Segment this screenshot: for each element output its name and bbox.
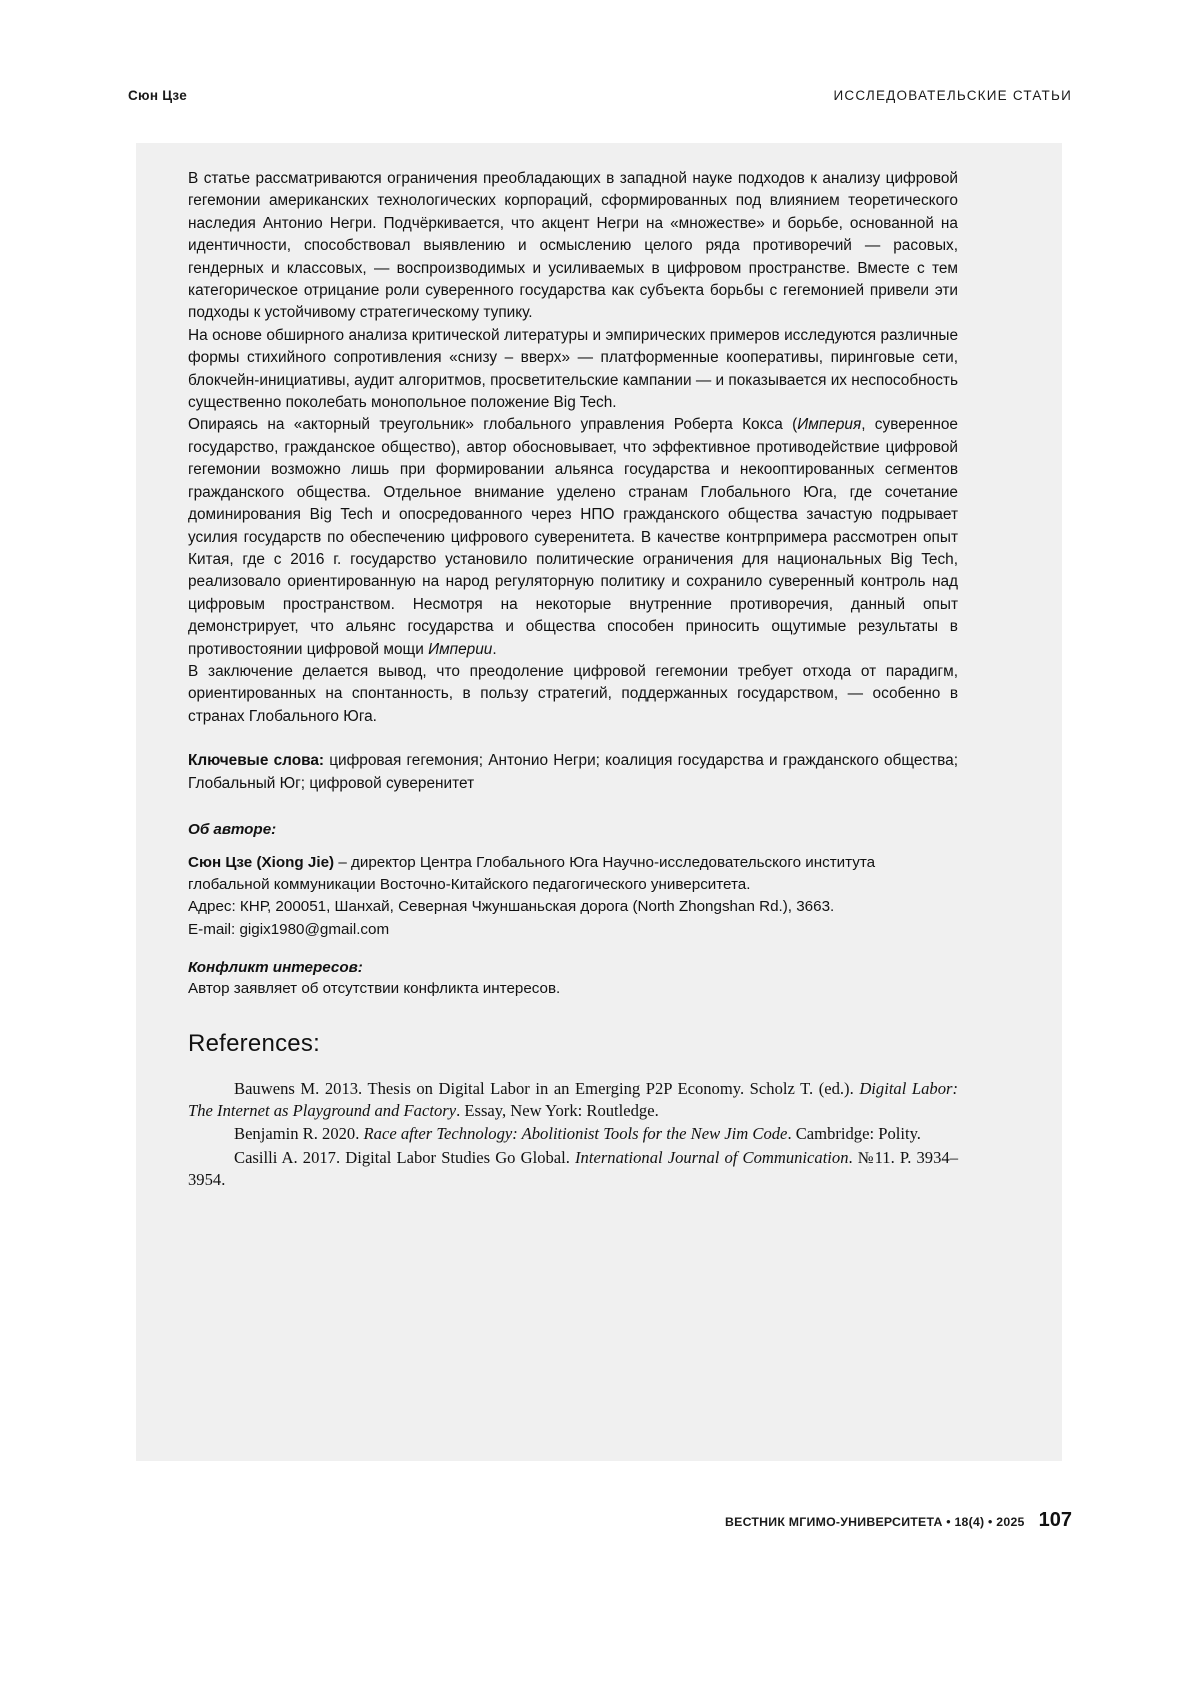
- author-affiliation: – директор Центра Глобального Юга Научно-исследовательского института глобальной коммуникации Восточно-Китайского педагогического университета.: [188, 853, 876, 894]
- conflict-text: Автор заявляет об отсутствии конфликта интересов.: [188, 979, 561, 997]
- reference-item: [188, 1123, 958, 1145]
- running-head: [128, 88, 1072, 103]
- abstract-paragraph-3: Опираясь на «акторный треугольник» глобального управления Роберта Кокса (Империя, суверенное государство, гражданское общество), автор обосновывает, что эффективное противодействие цифровой гегемонии возможно лишь при формировании альянса государства и некооптированных сегментов гражданского общества. Отдельное внимание уделено странам Глобального Юга, где сочетание доминирования Big Tech и опосредованного через НПО гражданского общества зачастую подрывает усилия государств по обеспечению цифрового суверенитета. В качестве контрпримера рассмотрен опыт Китая, где с 2016 г. государство установило политические ограничения для национальных Big Tech, реализовало ориентированную на народ регуляторную политику и сохранило суверенный контроль над цифровым пространством. Несмотря на некоторые внутренние противоречия, данный опыт демонстрирует, что альянс государства и общества способен приносить ощутимые результаты в противостоянии цифровой мощи Империи.: [188, 416, 958, 658]
- reference-text-part: . Cambridge: Polity.: [787, 1124, 921, 1144]
- reference-title-italic: Digital Labor: The Internet as Playground and Factory: [188, 1078, 958, 1121]
- author-email: E-mail: gigix1980@gmail.com: [188, 920, 390, 938]
- reference-item: [188, 1078, 958, 1122]
- running-head-section: ИССЛЕДОВАТЕЛЬСКИЕ СТАТЬИ: [833, 88, 1072, 103]
- abstract-paragraph-1: В статье рассматриваются ограничения преобладающих в западной науке подходов к анализу цифровой гегемонии американских технологических корпораций, сформированных под влиянием теоретического наследия Антонио Негри. Подчёркивается, что акцент Негри на «множестве» и борьбе, основанной на идентичности, способствовал выявлению и осмыслению целого ряда противоречий — расовых, гендерных и классовых, — воспроизводимых и усиливаемых в цифровом пространстве. Вместе с тем категорическое отрицание роли суверенного государства как субъекта борьбы с гегемонией привели эти подходы к устойчивому стратегическому тупику.: [188, 170, 958, 322]
- abstract-panel: [136, 143, 1062, 1461]
- keywords-text: цифровая гегемония; Антонио Негри; коалиция государства и гражданского общества; Глобальный Юг; цифровой суверенитет: [188, 752, 958, 792]
- reference-text-part: . №11. P. 3934–3954.: [188, 1147, 958, 1189]
- reference-text-part: Bauwens M. 2013. Thesis on Digital Labor in an Emerging P2P Economy. Scholz T. (ed.).: [234, 1078, 860, 1098]
- author-name: Сюн Цзе (Xiong Jie): [188, 853, 335, 871]
- author-address: Адрес: КНР, 200051, Шанхай, Северная Чжуншаньская дорога (North Zhongshan Rd.), 3663.: [188, 898, 835, 916]
- reference-item: [188, 1147, 958, 1191]
- about-author-heading: Об авторе:: [188, 820, 277, 838]
- running-head-author: Сюн Цзе: [128, 88, 187, 103]
- references-title: References:: [188, 1029, 321, 1057]
- keywords-label: Ключевые слова:: [188, 752, 325, 770]
- keywords-block: [188, 750, 958, 795]
- references-list: [188, 1078, 958, 1191]
- abstract-paragraph-4: В заключение делается вывод, что преодоление цифровой гегемонии требует отхода от парадигм, ориентированных на спонтанность, в пользу стратегий, поддержанных государством, — особенно в странах Глобального Юга.: [188, 662, 958, 725]
- page-number: 107: [1038, 1509, 1072, 1531]
- reference-text-part: Benjamin R. 2020.: [234, 1124, 364, 1144]
- about-author-body: [188, 852, 958, 941]
- reference-title-italic: International Journal of Communication: [575, 1147, 849, 1167]
- reference-text-part: . Essay, New York: Routledge.: [456, 1101, 659, 1121]
- conflict-heading: Конфликт интересов:: [188, 958, 363, 976]
- reference-title-italic: Race after Technology: Abolitionist Tools for the New Jim Code: [363, 1124, 788, 1144]
- page-footer: [725, 1509, 1072, 1532]
- reference-text-part: Casilli A. 2017. Digital Labor Studies Go Global.: [234, 1147, 576, 1167]
- footer-journal: ВЕСТНИК МГИМО-УНИВЕРСИТЕТА • 18(4) • 2025: [725, 1515, 1025, 1529]
- abstract-paragraph-2: На основе обширного анализа критической литературы и эмпирических примеров исследуются различные формы стихийного сопротивления «снизу – вверх» — платформенные кооперативы, пиринговые сети, блокчейн-инициативы, аудит алгоритмов, просветительские кампании — и показывается их неспособность существенно поколебать монопольное положение Big Tech.: [188, 326, 958, 412]
- abstract-block: [188, 168, 958, 728]
